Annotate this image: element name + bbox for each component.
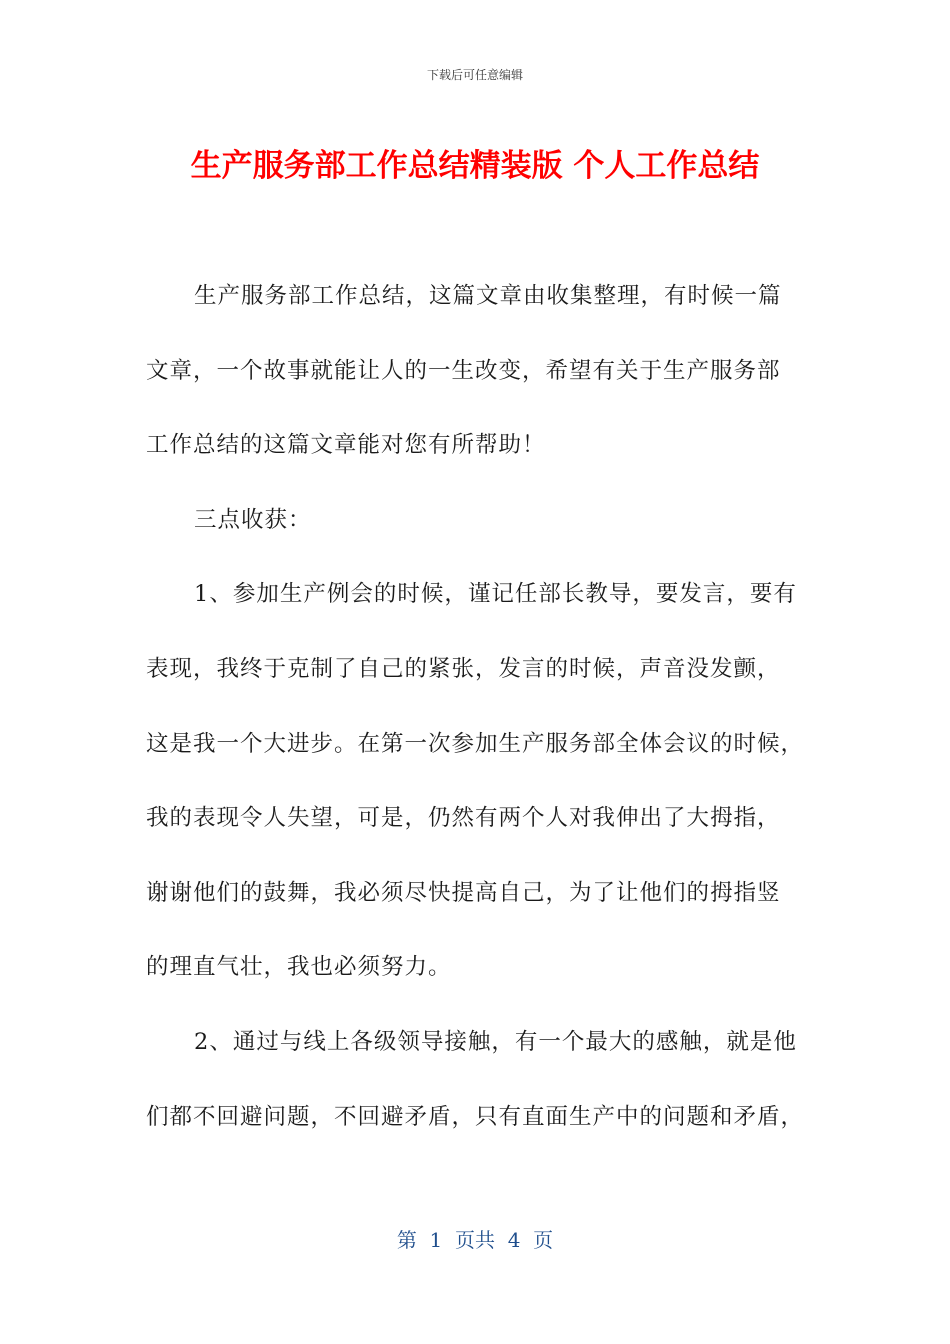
paragraph-line: 文章，一个故事就能让人的一生改变，希望有关于生产服务部 [146, 357, 781, 384]
paragraph-line: 表现，我终于克制了自己的紧张，发言的时候，声音没发颤， [146, 655, 781, 682]
paragraph-line: 1、参加生产例会的时候，谨记任部长教导，要发言，要有 [194, 581, 797, 608]
paragraph-line: 2、通过与线上各级领导接触，有一个最大的感触，就是他 [194, 1028, 797, 1055]
paragraph-line: 三点收获： [194, 506, 312, 533]
paragraph-line: 谢谢他们的鼓舞，我必须尽快提高自己，为了让他们的拇指竖 [146, 879, 781, 906]
paragraph-line: 生产服务部工作总结，这篇文章由收集整理，有时候一篇 [194, 283, 782, 309]
paragraph-line: 我的表现令人失望，可是，仍然有两个人对我伸出了大拇指， [146, 805, 781, 832]
paragraph-line: 工作总结的这篇文章能对您有所帮助！ [146, 432, 546, 459]
page-number-footer: 第 1 页共 4 页 [396, 1228, 554, 1252]
paragraph-line: 的理直气壮，我也必须努力。 [146, 954, 452, 981]
document-title: 生产服务部工作总结精装版 个人工作总结 [190, 148, 760, 184]
paragraph-line: 们都不回避问题，不回避矛盾，只有直面生产中的问题和矛盾， [146, 1103, 805, 1130]
document-body [146, 276, 806, 1171]
header-note: 下载后可任意编辑 [426, 68, 523, 82]
paragraph-line: 这是我一个大进步。在第一次参加生产服务部全体会议的时候， [146, 730, 805, 757]
